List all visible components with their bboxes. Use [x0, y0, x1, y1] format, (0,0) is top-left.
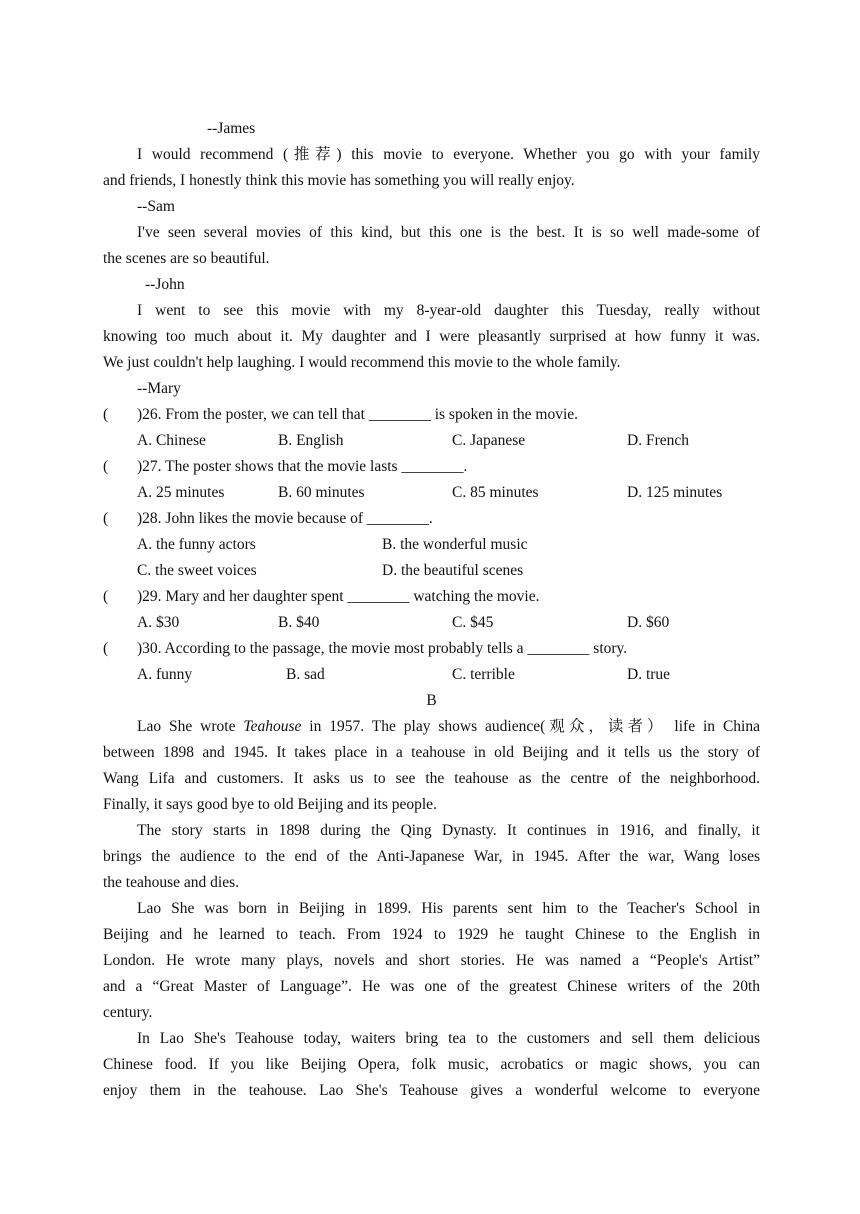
passage-b-p3-line-2: Beijing and he learned to teach. From 1924 to 1929 he taught Chinese to the English in	[103, 926, 760, 943]
question-28	[103, 506, 760, 532]
option-d[interactable]: D. French	[627, 432, 689, 449]
text-run: Lao She wrote	[137, 718, 244, 735]
option-a[interactable]: A. $30	[137, 614, 180, 631]
review-signature-mary: --Mary	[137, 380, 181, 397]
option-b[interactable]: B. sad	[286, 666, 325, 683]
answer-blank[interactable]: (	[103, 640, 109, 657]
option-a[interactable]: A. the funny actors	[137, 536, 256, 553]
option-d[interactable]: D. $60	[627, 614, 670, 631]
page-content	[103, 116, 760, 1104]
passage-b-p2-line-3: the teahouse and dies.	[103, 874, 240, 891]
passage-b-p4-line-3: enjoy them in the teahouse. Lao She's Teahouse gives a wonderful welcome to everyone	[103, 1082, 760, 1099]
question-stem: )29. Mary and her daughter spent ________ watching the movie.	[137, 588, 540, 605]
answer-blank[interactable]: (	[103, 510, 109, 527]
passage-b-p3-line-4: and a “Great Master of Language”. He was one of the greatest Chinese writers of the 20th	[103, 978, 760, 995]
play-title: Teahouse	[243, 718, 302, 735]
question-28-options-row-1	[103, 532, 760, 558]
review-john-line-2: the scenes are so beautiful.	[103, 250, 270, 267]
passage-b-p1-line-1	[103, 714, 760, 740]
option-b[interactable]: B. the wonderful music	[382, 536, 528, 553]
question-stem: )27. The poster shows that the movie lasts ________.	[137, 458, 468, 475]
passage-b-p2-line-1: The story starts in 1898 during the Qing Dynasty. It continues in 1916, and finally, it	[137, 822, 760, 839]
option-d[interactable]: D. 125 minutes	[627, 484, 723, 501]
review-mary-line-3: We just couldn't help laughing. I would recommend this movie to the whole family.	[103, 354, 621, 371]
question-29-options	[103, 610, 760, 636]
option-c[interactable]: C. the sweet voices	[137, 562, 257, 579]
passage-b-p3-line-1: Lao She was born in Beijing in 1899. His parents sent him to the Teacher's School in	[137, 900, 760, 917]
question-30	[103, 636, 760, 662]
passage-b-p1-line-3: Wang Lifa and customers. It asks us to see the teahouse as the centre of the neighborhood.	[103, 770, 760, 787]
option-b[interactable]: B. 60 minutes	[278, 484, 365, 501]
passage-b-p4-line-2: Chinese food. If you like Beijing Opera, folk music, acrobatics or magic shows, you can	[103, 1056, 760, 1073]
review-mary-line-2: knowing too much about it. My daughter and I were pleasantly surprised at how funny it was.	[103, 328, 760, 345]
option-c[interactable]: C. $45	[452, 614, 494, 631]
option-d[interactable]: D. the beautiful scenes	[382, 562, 524, 579]
question-stem: )28. John likes the movie because of ________.	[137, 510, 433, 527]
answer-blank[interactable]: (	[103, 588, 109, 605]
answer-blank[interactable]: (	[103, 406, 109, 423]
option-c[interactable]: C. Japanese	[452, 432, 526, 449]
question-27	[103, 454, 760, 480]
passage-b-p2-line-2: brings the audience to the end of the Anti‐Japanese War, in 1945. After the war, Wang loses	[103, 848, 760, 865]
passage-b-p1-line-4: Finally, it says good bye to old Beijing and its people.	[103, 796, 437, 813]
question-27-options	[103, 480, 760, 506]
review-sam-line-2: and friends, I honestly think this movie has something you will really enjoy.	[103, 172, 575, 189]
question-stem: )26. From the poster, we can tell that ________ is spoken in the movie.	[137, 406, 579, 423]
option-d[interactable]: D. true	[627, 666, 671, 683]
question-30-options	[103, 662, 760, 688]
passage-b-p3-line-3: London. He wrote many plays, novels and short stories. He was named a “People's Artist”	[103, 952, 760, 969]
review-sam-line-1: I would recommend (推荐) this movie to everyone. Whether you go with your family	[137, 146, 760, 163]
answer-blank[interactable]: (	[103, 458, 109, 475]
review-signature-sam: --Sam	[137, 198, 175, 215]
question-29	[103, 584, 760, 610]
section-heading: B	[426, 692, 437, 709]
passage-b-p3-line-5: century.	[103, 1004, 153, 1021]
review-mary-line-1: I went to see this movie with my 8‐year‐old daughter this Tuesday, really without	[137, 302, 760, 319]
text-run: in 1957. The play shows audience(观众，读者） life in China	[301, 718, 760, 735]
passage-b-p1-line-2: between 1898 and 1945. It takes place in a teahouse in old Beijing and it tells us the story of	[103, 744, 760, 761]
question-28-options-row-2	[103, 558, 760, 584]
question-stem: )30. According to the passage, the movie most probably tells a ________ story.	[137, 640, 628, 657]
option-a[interactable]: A. 25 minutes	[137, 484, 225, 501]
review-signature-james: --James	[207, 120, 256, 137]
passage-b-p4-line-1: In Lao She's Teahouse today, waiters bring tea to the customers and sell them delicious	[137, 1030, 760, 1047]
option-b[interactable]: B. English	[278, 432, 344, 449]
option-b[interactable]: B. $40	[278, 614, 320, 631]
option-a[interactable]: A. funny	[137, 666, 193, 683]
review-john-line-1: I've seen several movies of this kind, but this one is the best. It is so well made-some of	[137, 224, 760, 241]
option-a[interactable]: A. Chinese	[137, 432, 206, 449]
question-26-options	[103, 428, 760, 454]
question-26	[103, 402, 760, 428]
review-signature-john: --John	[145, 276, 185, 293]
option-c[interactable]: C. terrible	[452, 666, 515, 683]
option-c[interactable]: C. 85 minutes	[452, 484, 539, 501]
